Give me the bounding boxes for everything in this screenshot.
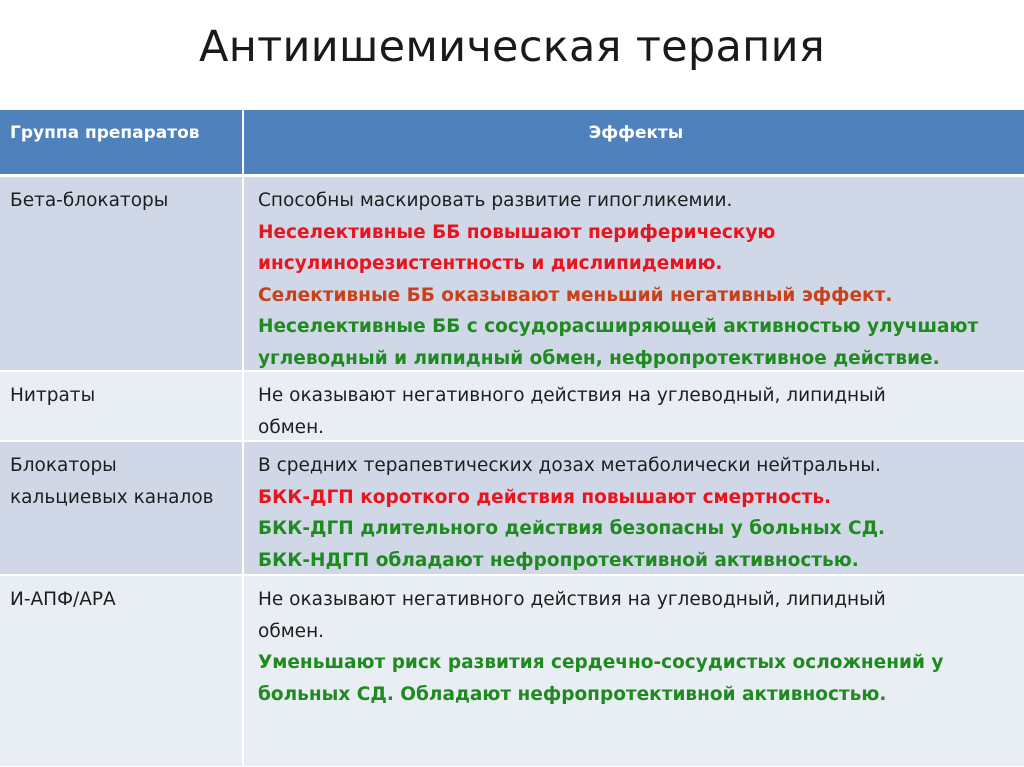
table-row (0, 372, 1024, 442)
group-line: Нитраты (10, 385, 96, 406)
effect-line: Неселективные ББ повышают периферическую (258, 221, 776, 243)
effect-line: Селективные ББ оказывают меньший негативный эффект. (258, 284, 893, 306)
group-line: Блокаторы (10, 455, 117, 476)
effect-line: В средних терапевтических дозах метаболически нейтральны. (258, 455, 881, 476)
effects-cell (244, 442, 1024, 574)
effects-cell (244, 372, 1024, 440)
effect-line: БКК-ДГП короткого действия повышают смертность. (258, 486, 832, 508)
header-effects-cell: Эффекты (244, 110, 1024, 174)
effect-line: БКК-НДГП обладают нефропротективной активностью. (258, 549, 859, 571)
effect-line: больных СД. Обладают нефропротективной активностью. (258, 683, 887, 705)
group-cell (0, 372, 244, 440)
effect-line: инсулинорезистентность и дислипидемию. (258, 253, 723, 274)
effect-line: Не оказывают негативного действия на углеводный, липидный (258, 589, 886, 610)
effect-line: Уменьшают риск развития сердечно-сосудистых осложнений у (258, 652, 944, 673)
effect-line: Способны маскировать развитие гипогликемии. (258, 190, 733, 211)
therapy-table (0, 110, 1024, 766)
effect-line: Не оказывают негативного действия на углеводный, липидный (258, 385, 886, 406)
table-row (0, 177, 1024, 372)
table-row (0, 442, 1024, 576)
group-cell (0, 442, 244, 574)
effect-line: Неселективные ББ с сосудорасширяющей активностью улучшают (258, 316, 979, 337)
table-row (0, 576, 1024, 766)
group-line: кальциевых каналов (10, 486, 214, 508)
group-line: Бета-блокаторы (10, 190, 169, 211)
effects-cell (244, 576, 1024, 766)
effect-line: БКК-ДГП длительного действия безопасны у больных СД. (258, 518, 886, 539)
effect-line: обмен. (258, 620, 325, 642)
effects-cell (244, 177, 1024, 370)
group-line: И-АПФ/АРА (10, 589, 116, 610)
group-cell (0, 177, 244, 370)
table-header-row (0, 110, 1024, 177)
slide-title: Антиишемическая терапия (199, 22, 825, 72)
group-cell (0, 576, 244, 766)
effect-line: обмен. (258, 416, 325, 438)
header-group-cell: Группа препаратов (0, 110, 244, 174)
effect-line: углеводный и липидный обмен, нефропротективное действие. (258, 347, 940, 369)
